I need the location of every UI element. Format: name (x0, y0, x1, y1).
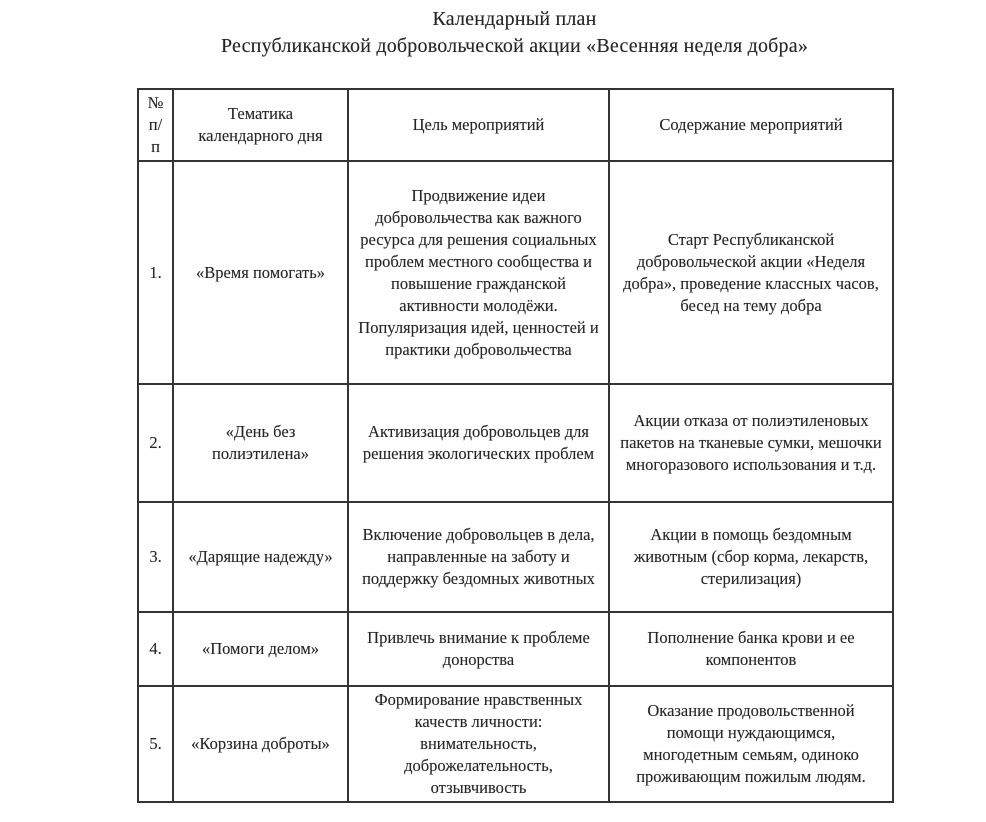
cell-goal: Формирование нравственных качеств личности: внимательность, доброжелательность, отзывчивость (348, 686, 609, 802)
cell-theme: «Время помогать» (173, 161, 348, 384)
cell-num: 3. (138, 502, 173, 612)
document-title (137, 6, 892, 60)
col-header-content: Содержание мероприятий (609, 89, 893, 161)
cell-goal: Продвижение идеи добровольчества как важного ресурса для решения социальных проблем местного сообщества и повышение гражданской активности молодёжи. Популяризация идей, ценностей и практики добровольчества (348, 161, 609, 384)
table-row (138, 384, 893, 502)
cell-theme: «Помоги делом» (173, 612, 348, 686)
cell-num: 1. (138, 161, 173, 384)
cell-content: Старт Республиканской добровольческой акции «Неделя добра», проведение классных часов, бесед на тему добра (609, 161, 893, 384)
col-header-theme: Тематика календарного дня (173, 89, 348, 161)
table-row (138, 502, 893, 612)
document-title-line2: Республиканской добровольческой акции «Весенняя неделя добра» (220, 35, 809, 57)
col-header-num: № п/п (138, 89, 173, 161)
cell-num: 2. (138, 384, 173, 502)
col-header-goal: Цель мероприятий (348, 89, 609, 161)
cell-theme: «Корзина доброты» (173, 686, 348, 802)
cell-content: Акции в помощь бездомным животным (сбор корма, лекарств, стерилизация) (609, 502, 893, 612)
cell-content: Пополнение банка крови и ее компонентов (609, 612, 893, 686)
cell-content: Оказание продовольственной помощи нуждающимся, многодетным семьям, одиноко проживающим пожилым людям. (609, 686, 893, 802)
cell-theme: «День без полиэтилена» (173, 384, 348, 502)
cell-num: 4. (138, 612, 173, 686)
cell-theme: «Дарящие надежду» (173, 502, 348, 612)
table-header-row (138, 89, 893, 161)
document-title-line1: Календарный план (432, 8, 597, 30)
cell-content: Акции отказа от полиэтиленовых пакетов на тканевые сумки, мешочки многоразового использования и т.д. (609, 384, 893, 502)
calendar-plan-table (137, 88, 894, 803)
cell-goal: Включение добровольцев в дела, направленные на заботу и поддержку бездомных животных (348, 502, 609, 612)
cell-goal: Привлечь внимание к проблеме донорства (348, 612, 609, 686)
table-row (138, 686, 893, 802)
cell-num: 5. (138, 686, 173, 802)
cell-goal: Активизация добровольцев для решения экологических проблем (348, 384, 609, 502)
table-row (138, 612, 893, 686)
table-row (138, 161, 893, 384)
